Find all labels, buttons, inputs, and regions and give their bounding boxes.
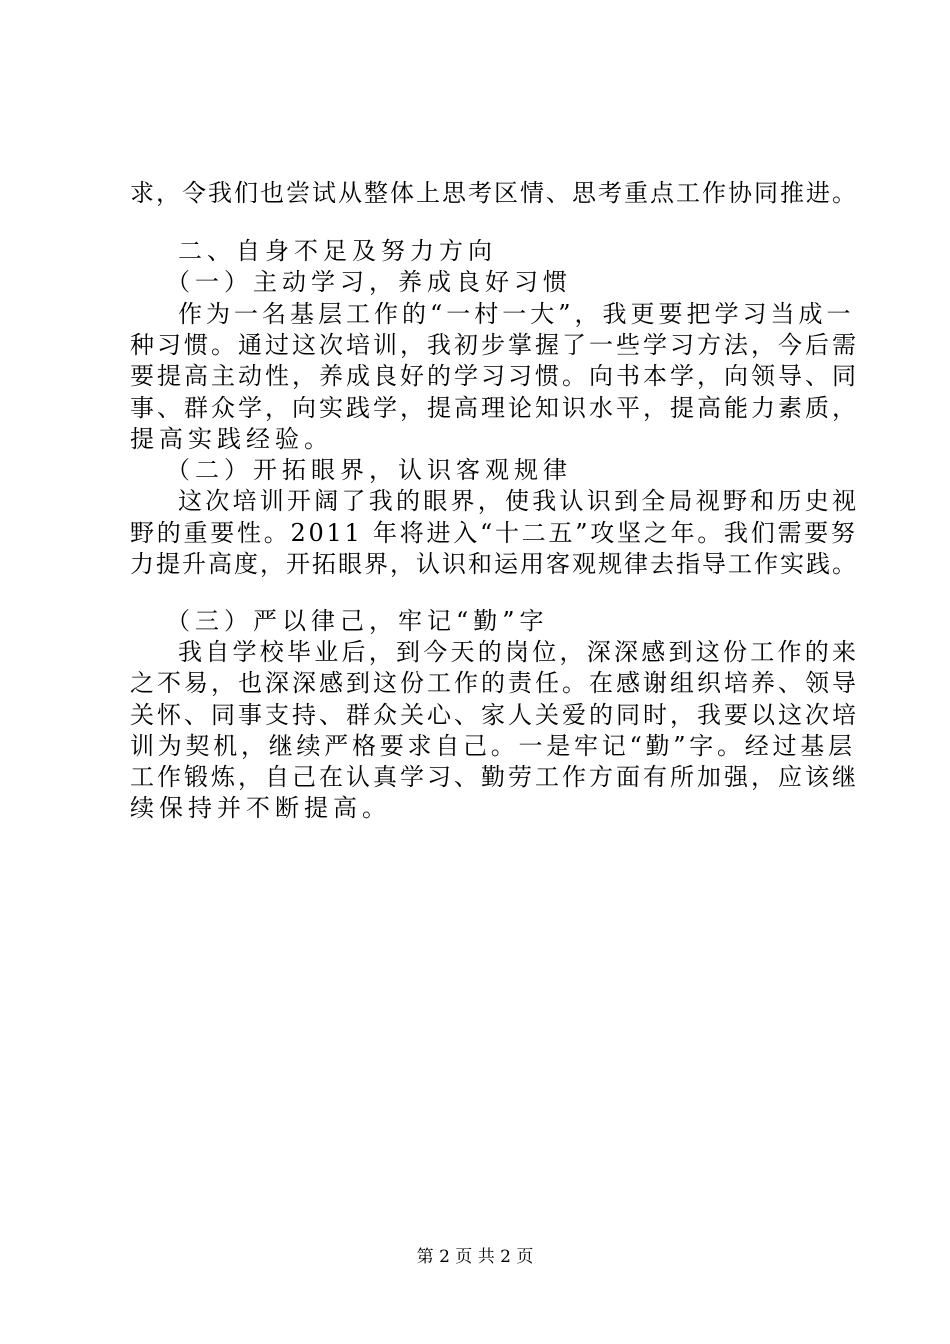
body-line: 种习惯。通过这次培训，我初步掌握了一些学习方法，今后需 [130,331,859,359]
body-line: 求，令我们也尝试从整体上思考区情、思考重点工作协同推进。 [130,179,858,207]
body-line: 关怀、同事支持、群众关心、家人关爱的同时，我要以这次培 [130,701,859,729]
subsection-heading: （一）主动学习，养成良好习惯 [166,268,572,296]
body-line: 我自学校毕业后，到今天的岗位，深深感到这份工作的来 [178,638,860,666]
body-line: 要提高主动性，养成良好的学习习惯。向书本学，向领导、同 [130,362,859,390]
body-line: 作为一名基层工作的“一村一大”，我更要把学习当成一 [178,300,855,328]
body-line: 续保持并不断提高。 [130,794,391,822]
body-line: 这次培训开阔了我的眼界，使我认识到全局视野和历史视 [178,487,860,515]
body-line: 野的重要性。2011 年将进入“十二五”攻坚之年。我们需要努 [130,519,858,547]
body-line: 事、群众学，向实践学，提高理论知识水平，提高能力素质， [130,394,859,422]
body-line: 工作锻炼，自己在认真学习、勤劳工作方面有所加强，应该继 [130,763,859,791]
body-line: 训为契机，继续严格要求自己。一是牢记“勤”字。经过基层 [130,732,856,760]
body-line: 之不易，也深深感到这份工作的责任。在感谢组织培养、领导 [130,669,859,697]
section-heading: 二、自身不足及努力方向 [178,237,497,265]
subsection-heading: （三）严以律己，牢记“勤”字 [166,607,549,635]
page-footer: 第 2 页 共 2 页 [416,1247,534,1267]
body-line: 提高实践经验。 [130,425,333,453]
subsection-heading: （二）开拓眼界，认识客观规律 [166,456,572,484]
body-line: 力提升高度，开拓眼界，认识和运用客观规律去指导工作实践。 [130,550,858,578]
